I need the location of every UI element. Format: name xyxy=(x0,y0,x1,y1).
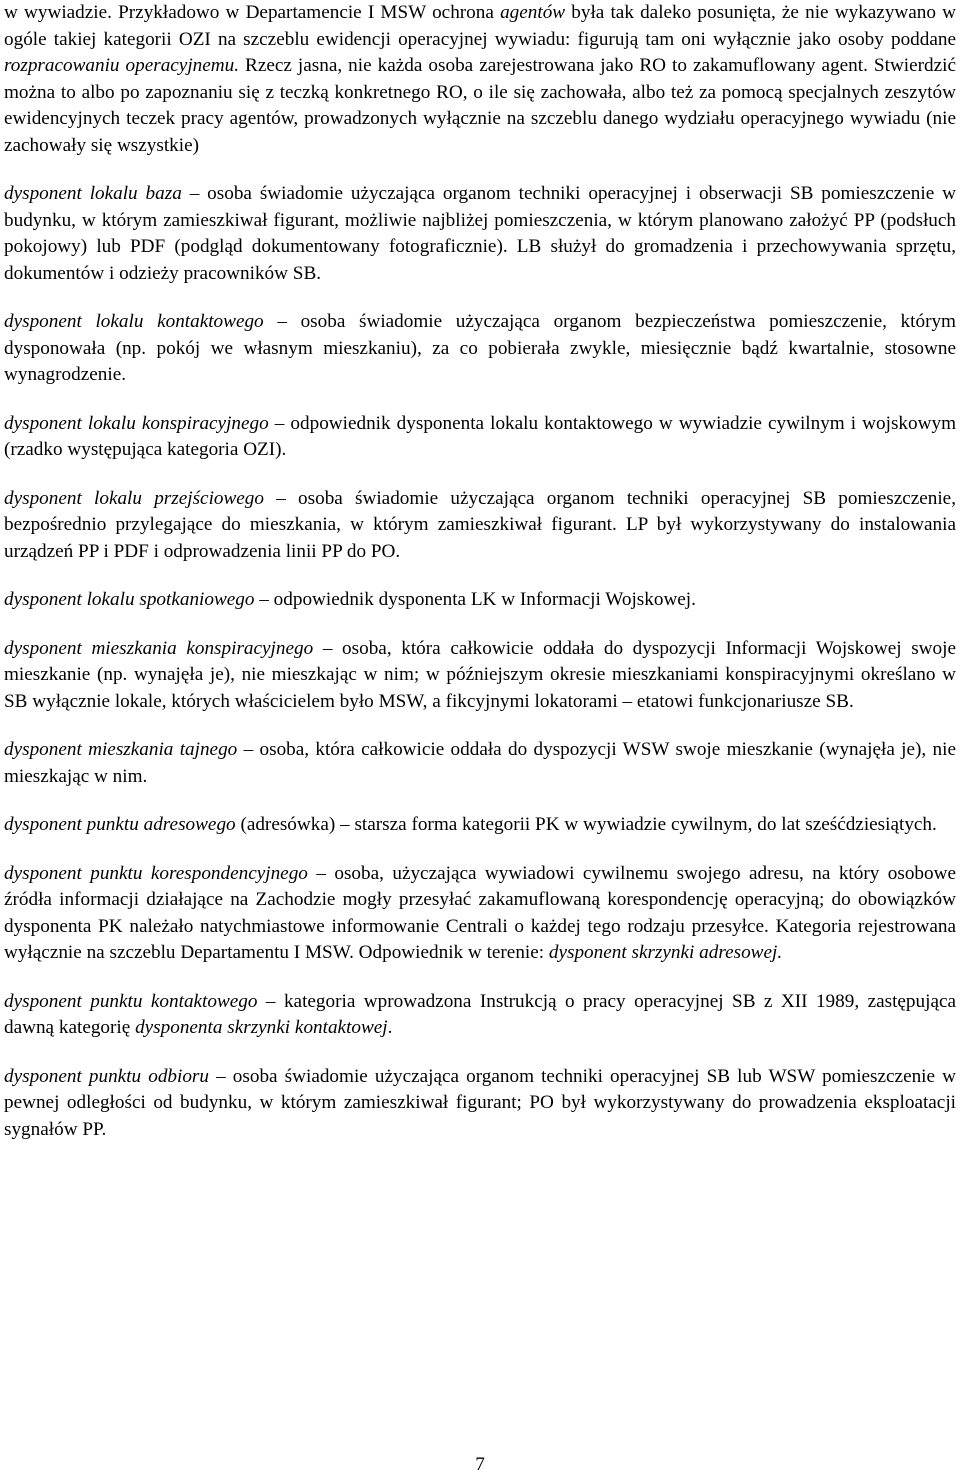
intro-paragraph xyxy=(4,0,956,159)
glossary-entry-lokal-przejsciowy xyxy=(4,486,956,566)
glossary-definition: – osoba świadomie użyczająca organom techniki operacyjnej i obserwacji SB pomieszczenie w budynku, w którym zamieszkiwał figurant, możliwie najbliżej pomieszczenia, w którym planowano założyć PP (podsłuch pokojowy) lub PDF (podgląd dokumentowany fotograficznie). LB służył do gromadzenia i przechowywania sprzętu, dokumentów i odzieży pracowników SB. xyxy=(4,183,956,284)
glossary-term: dysponent lokalu przejściowego xyxy=(4,487,264,509)
intro-text-3: Rzecz jasna, nie każda osoba zarejestrowana jako RO to zakamuflowany agent. Stwierdzić można to albo po zapoznaniu się z teczką konkretnego RO, o ile się zachowała, albo też za pomocą specjalnych zeszytów ewidencyjnych teczek pracy agentów, prowadzonych wyłącznie na szczeblu danego wydziału operacyjnego wywiadu (nie zachowały się wszystkie) xyxy=(4,55,956,156)
glossary-definition: – osoba świadomie użyczająca organom techniki operacyjnej SB pomieszczenie, bezpośrednio przylegające do mieszkania, w którym zamieszkiwał figurant. LP był wykorzystywany do instalowania urządzeń PP i PDF i odprowadzenia linii PP do PO. xyxy=(4,487,956,562)
glossary-definition: – osoba, użyczająca wywiadowi cywilnemu swojego adresu, na który osobowe źródła informacji działające na Zachodzie mogły przesyłać zakamuflowaną korespondencję operacyjną; do obowiązków dysponenta PK należało natychmiastowe informowanie Centrali o każdej tego rodzaju przesyłce. Kategoria rejestrowana wyłącznie na szczeblu Departamentu I MSW. Odpowiednik w terenie: xyxy=(4,862,956,963)
glossary-term: dysponent lokalu kontaktowego xyxy=(4,311,264,332)
glossary-entry-punkt-kontaktowy xyxy=(4,989,956,1042)
glossary-term: dysponent punktu odbioru xyxy=(4,1065,209,1087)
glossary-entry-punkt-adresowy xyxy=(4,812,956,839)
glossary-entry-punkt-korespondencyjny xyxy=(4,861,956,967)
glossary-entry-lokal-baza xyxy=(4,181,956,287)
document-page xyxy=(4,0,956,1143)
glossary-term: dysponent lokalu baza xyxy=(4,183,182,204)
glossary-definition: – osoba świadomie użyczająca organom techniki operacyjnej SB lub WSW pomieszczenie w pewnej odległości od budynku, w którym zamieszkiwał figurant; PO był wykorzystywany do prowadzenia eksploatacji sygnałów PP. xyxy=(4,1065,956,1140)
glossary-term: dysponent punktu adresowego xyxy=(4,814,236,835)
glossary-entry-punkt-odbioru xyxy=(4,1064,956,1144)
glossary-entry-lokal-spotkaniowy xyxy=(4,587,956,614)
intro-text-1: w wywiadzie. Przykładowo w Departamencie I MSW ochrona xyxy=(4,2,501,23)
glossary-term: dysponent mieszkania tajnego xyxy=(4,739,238,760)
glossary-definition: – osoba świadomie użyczająca organom bezpieczeństwa pomieszczenie, którym dysponowała (np. pokój we własnym mieszkaniu), za co pobierała zwykle, miesięcznie bądź kwartalnie, stosowne wynagrodzenie. xyxy=(4,311,956,385)
intro-italic-agents: agentów xyxy=(500,2,566,23)
glossary-entry-mieszkanie-tajne xyxy=(4,737,956,790)
page-number: 7 xyxy=(475,1454,485,1475)
glossary-entry-lokal-kontaktowy xyxy=(4,309,956,389)
glossary-term: dysponent mieszkania konspiracyjnego xyxy=(4,637,314,659)
glossary-entry-mieszkanie-konspiracyjne xyxy=(4,636,956,716)
intro-text-2: była tak daleko posunięta, że nie wykazywano w ogóle takiej kategorii OZI na szczeblu ewidencji operacyjnej wywiadu: figurują tam oni wyłącznie jako osoby poddane xyxy=(4,2,956,50)
glossary-definition: – odpowiednik dysponenta LK w Informacji Wojskowej. xyxy=(254,589,696,610)
glossary-definition-tail: . xyxy=(387,1017,393,1038)
glossary-entry-lokal-konspiracyjny xyxy=(4,411,956,464)
intro-italic-rozpracowanie: rozpracowaniu operacyjnemu. xyxy=(4,55,240,76)
glossary-definition: – kategoria wprowadzona Instrukcją o pracy operacyjnej SB z XII 1989, zastępująca dawną kategorię xyxy=(4,990,956,1038)
glossary-term: dysponent lokalu spotkaniowego xyxy=(4,589,255,610)
glossary-term: dysponent punktu korespondencyjnego xyxy=(4,862,308,884)
glossary-definition-italic: dysponent skrzynki adresowej. xyxy=(548,942,783,963)
glossary-definition: – osoba, która całkowicie oddała do dyspozycji Informacji Wojskowej swoje mieszkanie (np. wynajęła je), nie mieszkając w nim; w późniejszym okresie mieszkaniami konspiracyjnymi określano w SB wyłącznie lokale, których właścicielem było MSW, a fikcyjnymi lokatorami – etatowi funkcjonariusze SB. xyxy=(4,637,956,712)
glossary-definition: – osoba, która całkowicie oddała do dyspozycji WSW swoje mieszkanie (wynajęła je), nie mieszkając w nim. xyxy=(4,739,956,787)
glossary-term: dysponent punktu kontaktowego xyxy=(4,990,258,1012)
glossary-definition-italic: dysponenta skrzynki kontaktowej xyxy=(135,1017,388,1038)
glossary-definition: (adresówka) – starsza forma kategorii PK w wywiadzie cywilnym, do lat sześćdziesiątych. xyxy=(235,814,937,835)
glossary-term: dysponent lokalu konspiracyjnego xyxy=(4,412,269,434)
glossary-definition: – odpowiednik dysponenta lokalu kontaktowego w wywiadzie cywilnym i wojskowym (rzadko występująca kategoria OZI). xyxy=(4,412,956,460)
